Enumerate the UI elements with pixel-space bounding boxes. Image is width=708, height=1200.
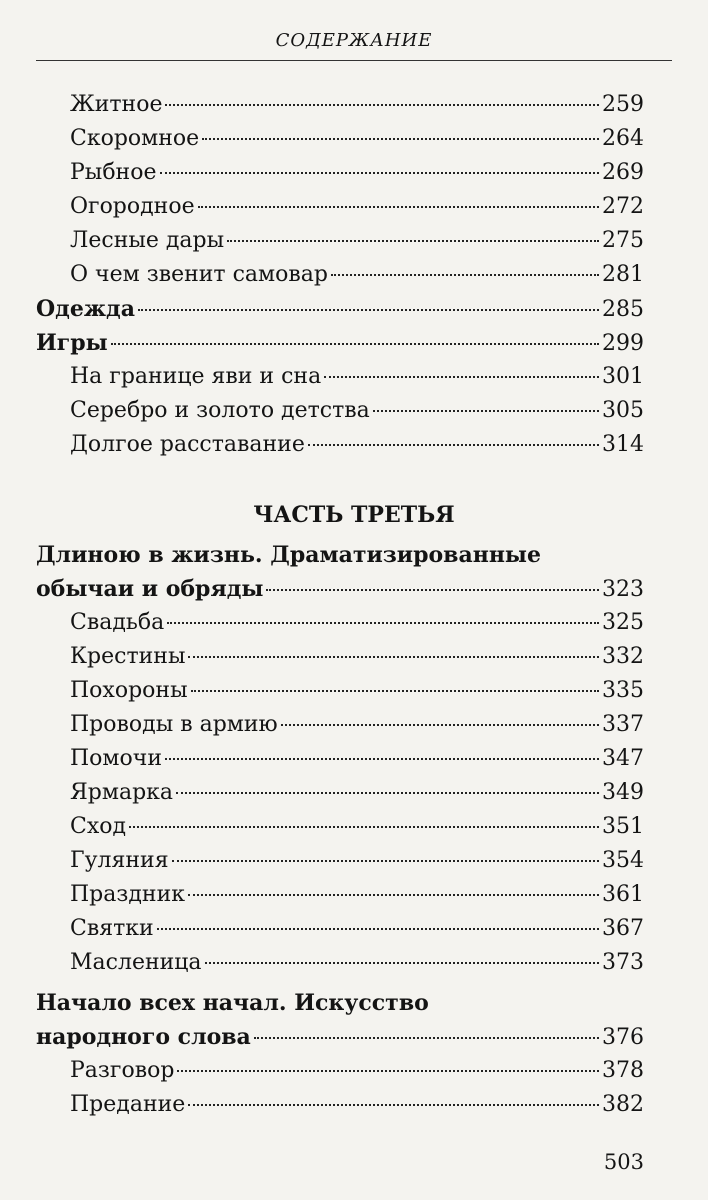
leader-dots <box>176 792 599 794</box>
toc-entry-page: 378 <box>602 1058 644 1083</box>
toc-section-page: 323 <box>602 577 644 602</box>
toc-entry-label: Серебро и золото детства <box>70 398 370 423</box>
toc-entry-page: 382 <box>602 1092 644 1117</box>
leader-dots <box>167 622 599 624</box>
toc-entry-label: Скоромное <box>70 126 200 151</box>
toc-entry <box>36 1088 644 1122</box>
toc-entry-label: Рыбное <box>70 160 157 185</box>
header-rule <box>36 60 672 61</box>
leader-dots <box>227 240 599 242</box>
toc-entry-page: 351 <box>602 814 644 839</box>
toc-entry-page: 269 <box>602 160 644 185</box>
toc-section-page: 376 <box>602 1025 644 1050</box>
toc-entry <box>36 88 644 122</box>
toc-entry-label: Проводы в армию <box>70 712 278 737</box>
toc-section-title-line: Начало всех начал. Искусство <box>36 990 429 1016</box>
leader-dots <box>198 206 599 208</box>
toc-entry <box>36 640 644 674</box>
toc-entry-page: 373 <box>602 950 644 975</box>
toc-section-label: обычаи и обряды <box>36 576 264 602</box>
toc-entry <box>36 742 644 776</box>
toc-entry-label: Ярмарка <box>70 780 174 805</box>
toc-entry-page: 337 <box>602 712 644 737</box>
leader-dots <box>111 343 599 345</box>
toc-entry-label: Предание <box>70 1092 186 1117</box>
toc-section-title-line: Длиною в жизнь. Драматизированные <box>36 542 541 568</box>
page-number: 503 <box>603 1150 644 1174</box>
leader-dots <box>324 376 599 378</box>
toc-entry-label: Помочи <box>70 746 162 771</box>
toc-entry <box>36 810 644 844</box>
leader-dots <box>308 444 599 446</box>
toc-section-page: 285 <box>602 297 644 322</box>
running-header: СОДЕРЖАНИЕ <box>275 30 433 51</box>
toc-entry <box>36 258 644 292</box>
toc-section-igry <box>36 326 644 360</box>
toc-entry-label: Похороны <box>70 678 188 703</box>
toc-entry-label: Праздник <box>70 882 186 907</box>
toc-entry-page: 332 <box>602 644 644 669</box>
toc-entry-label: Свадьба <box>70 610 165 635</box>
toc-entry <box>36 708 644 742</box>
leader-dots <box>129 826 599 828</box>
toc-entry-page: 305 <box>602 398 644 423</box>
leader-dots <box>188 656 599 658</box>
toc-entry-label: Святки <box>70 916 154 941</box>
leader-dots <box>254 1037 599 1039</box>
toc-entry-page: 325 <box>602 610 644 635</box>
toc-entry-label: Гуляния <box>70 848 169 873</box>
toc-entry <box>36 878 644 912</box>
toc-section-label: Игры <box>36 330 108 356</box>
leader-dots <box>188 894 599 896</box>
toc-entry-label: Крестины <box>70 644 186 669</box>
toc-entry-page: 264 <box>602 126 644 151</box>
toc-entry <box>36 606 644 640</box>
leader-dots <box>165 104 599 106</box>
toc-entry <box>36 776 644 810</box>
toc-entry-page: 349 <box>602 780 644 805</box>
leader-dots <box>331 274 599 276</box>
toc-entry-page: 347 <box>602 746 644 771</box>
table-of-contents <box>36 88 644 1122</box>
leader-dots <box>177 1070 599 1072</box>
toc-entry-page: 335 <box>602 678 644 703</box>
toc-entry-label: На границе яви и сна <box>70 364 322 389</box>
toc-entry <box>36 1054 644 1088</box>
leader-dots <box>188 1104 599 1106</box>
toc-entry-label: Разговор <box>70 1058 175 1083</box>
leader-dots <box>165 758 599 760</box>
leader-dots <box>281 724 599 726</box>
leader-dots <box>138 309 599 311</box>
toc-entry-label: Житное <box>70 92 163 117</box>
toc-section-dramatized <box>36 572 644 606</box>
leader-dots <box>172 860 599 862</box>
toc-entry-page: 272 <box>602 194 644 219</box>
toc-section-odezhda <box>36 292 644 326</box>
toc-entry <box>36 844 644 878</box>
toc-entry <box>36 674 644 708</box>
leader-dots <box>205 962 599 964</box>
toc-entry <box>36 428 644 462</box>
toc-entry <box>36 122 644 156</box>
part-three-heading: ЧАСТЬ ТРЕТЬЯ <box>253 502 455 528</box>
toc-entry <box>36 156 644 190</box>
toc-entry <box>36 394 644 428</box>
toc-entry <box>36 912 644 946</box>
toc-entry-label: Масленица <box>70 950 202 975</box>
toc-entry-page: 275 <box>602 228 644 253</box>
toc-entry-page: 354 <box>602 848 644 873</box>
toc-section-page: 299 <box>602 331 644 356</box>
toc-entry-page: 281 <box>602 262 644 287</box>
toc-entry-label: О чем звенит самовар <box>70 262 328 287</box>
toc-entry-label: Лесные дары <box>70 228 225 253</box>
toc-entry-label: Огородное <box>70 194 195 219</box>
toc-entry-label: Сход <box>70 814 127 839</box>
toc-entry-page: 367 <box>602 916 644 941</box>
toc-section-label: народного слова <box>36 1024 251 1050</box>
toc-entry-page: 314 <box>602 432 644 457</box>
toc-entry-page: 361 <box>602 882 644 907</box>
leader-dots <box>202 138 599 140</box>
toc-entry <box>36 946 644 980</box>
toc-entry <box>36 224 644 258</box>
leader-dots <box>266 589 599 591</box>
leader-dots <box>157 928 599 930</box>
toc-entry-page: 259 <box>602 92 644 117</box>
leader-dots <box>160 172 600 174</box>
toc-entry-label: Долгое расставание <box>70 432 305 457</box>
toc-entry <box>36 360 644 394</box>
toc-entry <box>36 190 644 224</box>
toc-section-label: Одежда <box>36 296 135 322</box>
leader-dots <box>191 690 599 692</box>
leader-dots <box>373 410 599 412</box>
toc-entry-page: 301 <box>602 364 644 389</box>
toc-section-folk-word <box>36 1020 644 1054</box>
